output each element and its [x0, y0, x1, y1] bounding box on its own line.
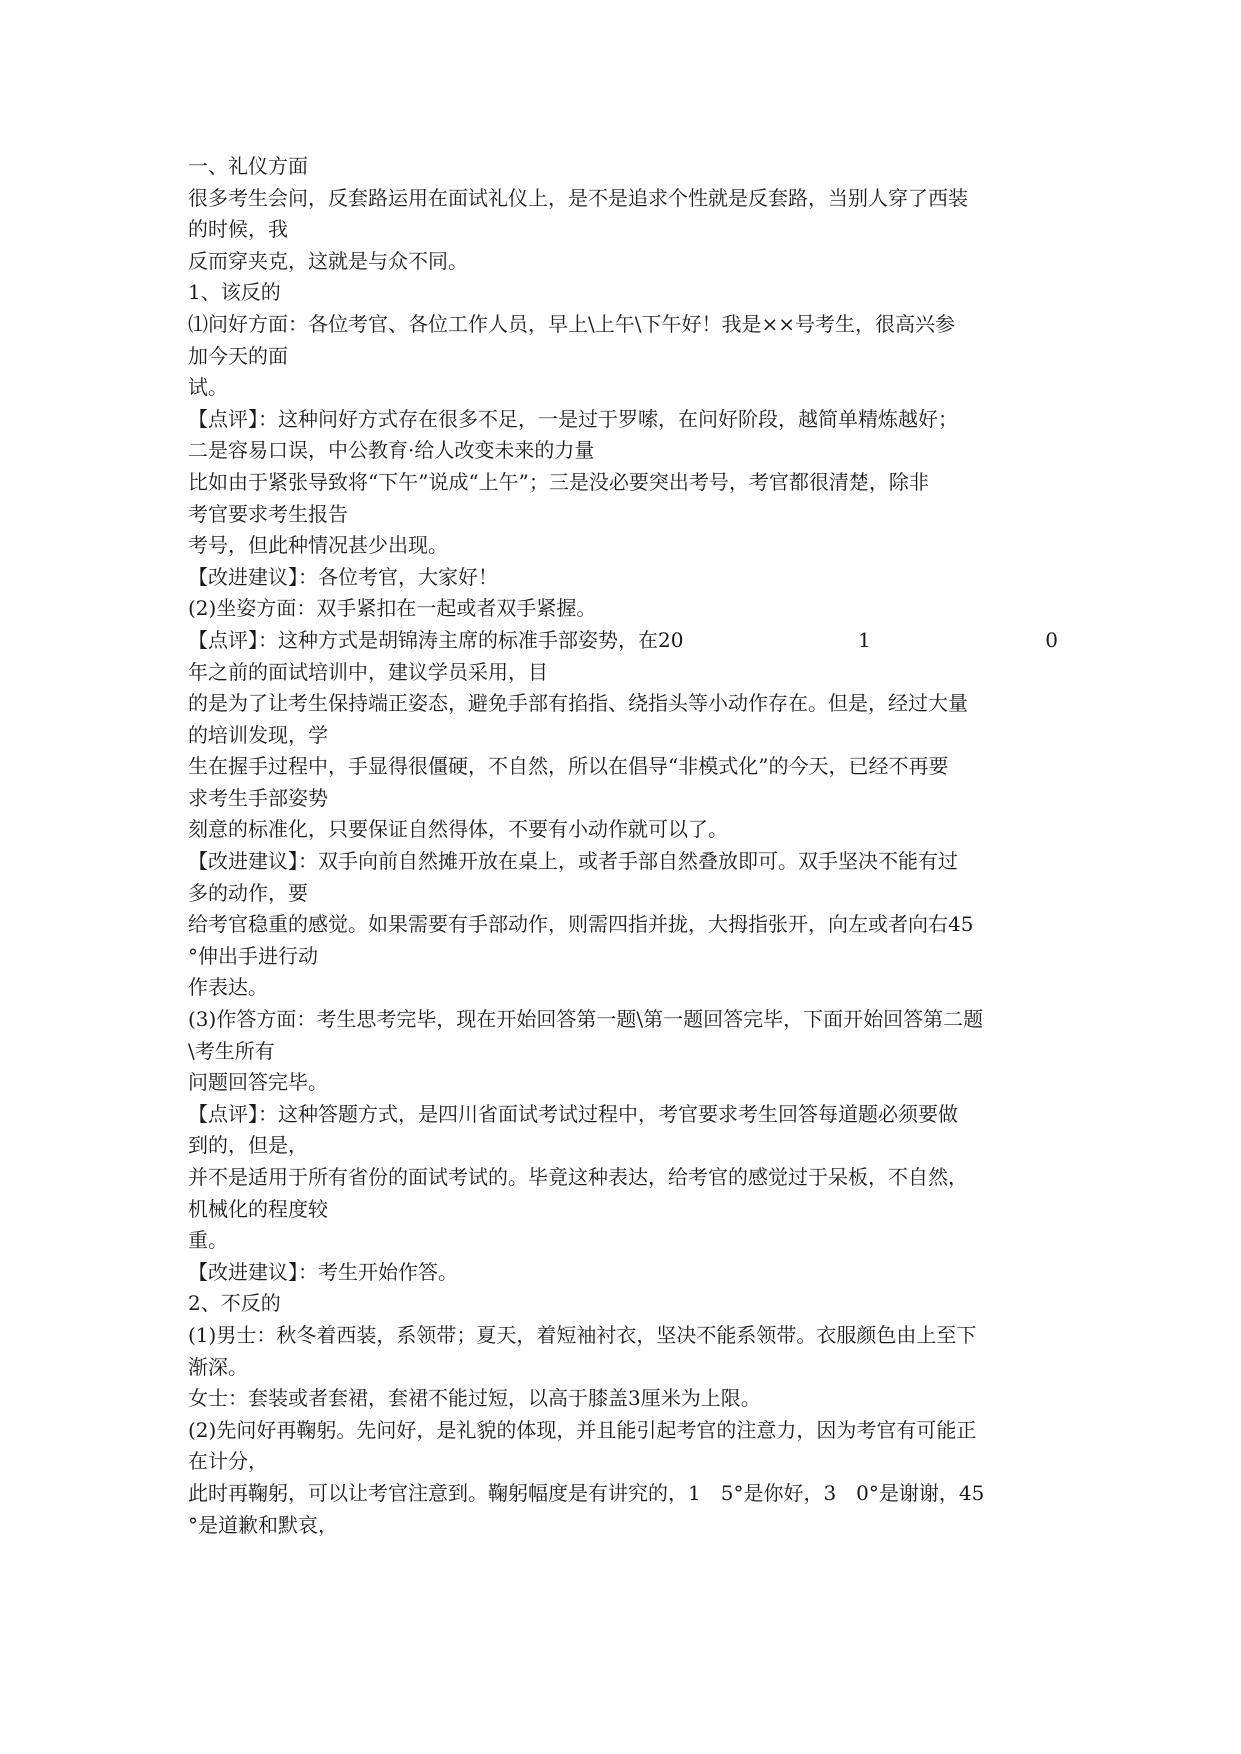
- text-line: 多的动作，要: [188, 880, 308, 905]
- text-line: 1、该反的: [188, 280, 281, 305]
- text-line: 【点评】：这种答题方式，是四川省面试考试过程中，考官要求考生回答每道题必须要做: [188, 1101, 958, 1126]
- text-line: 生在握手过程中，手显得很僵硬，不自然，所以在倡导“非模式化”的今天，已经不再要: [188, 754, 949, 779]
- text-line: 反而穿夹克，这就是与众不同。: [188, 248, 468, 273]
- text-line: 加今天的面: [188, 343, 288, 368]
- text-line: ⑴问好方面：各位考官、各位工作人员，早上\上午\下午好！我是××号考生，很高兴参: [188, 311, 955, 336]
- text-line: 考号，但此种情况甚少出现。: [188, 533, 448, 558]
- text-line: (1)男士：秋冬着西装，系领带；夏天，着短袖衬衣，坚决不能系领带。衣服颜色由上至下: [188, 1322, 977, 1347]
- text-line: 【改进建议】：各位考官，大家好！: [188, 564, 498, 589]
- text-line: 机械化的程度较: [188, 1196, 328, 1221]
- text-line: 考官要求考生报告: [188, 501, 348, 526]
- split-segment: 1: [857, 627, 871, 652]
- document-body: [188, 151, 1058, 1541]
- text-line: (3)作答方面：考生思考完毕，现在开始回答第一题\第一题回答完毕，下面开始回答第二题: [188, 1007, 984, 1032]
- text-line: 作表达。: [188, 975, 268, 1000]
- text-line: 刻意的标准化，只要保证自然得体，不要有小动作就可以了。: [188, 817, 728, 842]
- text-line: 很多考生会问，反套路运用在面试礼仪上，是不是追求个性就是反套路，当别人穿了西装: [188, 185, 968, 210]
- text-line: 二是容易口误，中公教育·给人改变未来的力量: [188, 438, 595, 463]
- text-line: \考生所有: [188, 1038, 275, 1063]
- text-line: 年之前的面试培训中，建议学员采用，目: [188, 659, 548, 684]
- text-line: °伸出手进行动: [188, 943, 318, 968]
- text-line: 给考官稳重的感觉。如果需要有手部动作，则需四指并拢，大拇指张开，向左或者向右45: [188, 912, 974, 937]
- text-line: 一、礼仪方面: [188, 154, 308, 178]
- text-line: 【改进建议】：双手向前自然摊开放在桌上，或者手部自然叠放即可。双手坚决不能有过: [188, 849, 958, 874]
- text-line: 女士：套装或者套裙，套裙不能过短，以高于膝盖3厘米为上限。: [188, 1386, 761, 1411]
- text-line: 渐深。: [188, 1354, 248, 1379]
- text-line: 2、不反的: [188, 1291, 281, 1316]
- text-line: (2)先问好再鞠躬。先问好，是礼貌的体现，并且能引起考官的注意力，因为考官有可能正: [188, 1417, 977, 1442]
- text-line: 的时候，我: [188, 217, 288, 242]
- text-line-split: [188, 625, 1058, 657]
- text-line: 重。: [188, 1228, 228, 1253]
- text-line: 【改进建议】：考生开始作答。: [188, 1259, 458, 1284]
- text-line: 【点评】：这种问好方式存在很多不足，一是过于罗嗦，在问好阶段，越简单精炼越好；: [188, 406, 958, 431]
- text-line: 到的，但是，: [188, 1133, 308, 1158]
- text-line: 比如由于紧张导致将“下午”说成“上午”；三是没必要突出考号，考官都很清楚，除非: [188, 469, 929, 494]
- text-line: (2)坐姿方面：双手紧扣在一起或者双手紧握。: [188, 596, 597, 621]
- text-line: 的是为了让考生保持端正姿态，避免手部有掐指、绕指头等小动作存在。但是，经过大量: [188, 691, 968, 716]
- text-line: 并不是适用于所有省份的面试考试的。毕竟这种表达，给考官的感觉过于呆板，不自然，: [188, 1165, 968, 1189]
- split-segment: 0: [1045, 627, 1058, 652]
- text-line: 的培训发现，学: [188, 722, 328, 747]
- split-segment: 【点评】：这种方式是胡锦涛主席的标准手部姿势，在20: [188, 627, 684, 652]
- text-line: 问题回答完毕。: [188, 1070, 328, 1095]
- text-line: 此时再鞠躬，可以让考官注意到。鞠躬幅度是有讲究的，1 5°是你好，3 0°是谢谢，45: [188, 1480, 985, 1505]
- text-line: 在计分，: [188, 1449, 268, 1474]
- text-line: 求考生手部姿势: [188, 785, 328, 810]
- text-line: 试。: [188, 375, 228, 400]
- text-line: °是道歉和默哀，: [188, 1512, 338, 1537]
